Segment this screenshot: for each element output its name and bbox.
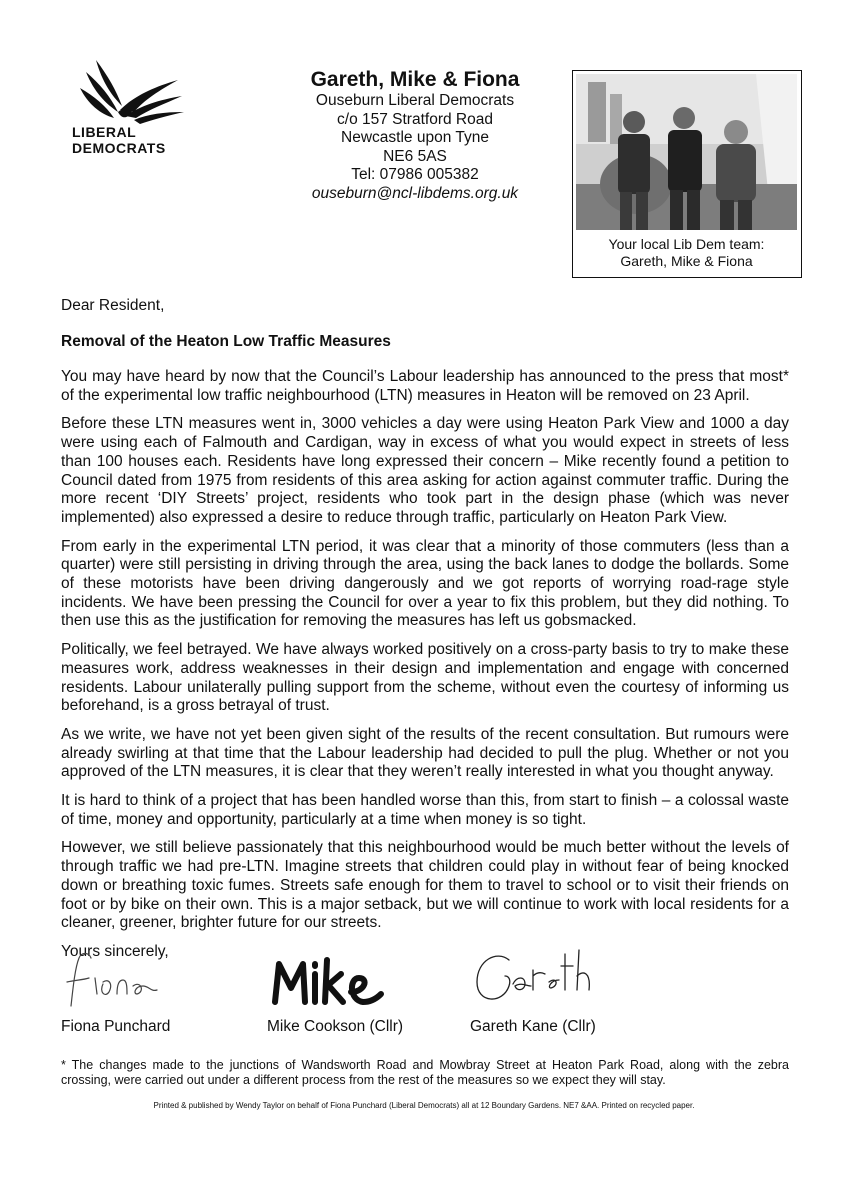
signature-mike <box>269 954 389 1010</box>
signature-block <box>61 948 789 1038</box>
team-photo-box <box>572 70 802 278</box>
email-address[interactable]: ouseburn@ncl-libdems.org.uk <box>311 184 519 202</box>
signature-fiona <box>61 948 171 1012</box>
imprint-line: Printed & published by Wendy Taylor on behalf of Fiona Punchard (Liberal Democrats) all at 12 Boundary Gardens. NE7 &AA. Printed on recycled paper. <box>153 1101 695 1110</box>
closing: Yours sincerely, <box>61 942 169 960</box>
signatory-name-mike: Mike Cookson (Cllr) <box>267 1018 404 1035</box>
address-line: Ouseburn Liberal Democrats <box>315 92 515 109</box>
letter-paragraph: However, we still believe passionately that this neighbourhood would be much better without the levels of through traffic we had pre-LTN. Imagine streets that children could play in without fear of being knocked down or breathing toxic fumes. Streets safe enough for them to travel to school or to visit their friends on foot or by bike on their own. This is a major setback, but we will continue to work with local residents for a cleaner, greener, brighter future for our streets. <box>61 839 789 932</box>
letter-paragraph: From early in the experimental LTN period, it was clear that a minority of those commuters (less than a quarter) were still persisting in driving through the area, using the back lanes to dodge the bollards. Some of these motorists have been driving dangerously and we got reports of worrying road-rage style incidents. We have been pressing the Council for over a year to fix this problem, but they did nothing. To then use this as the justification for removing the measures has left us gobsmacked. <box>61 537 789 630</box>
address-line: c/o 157 Stratford Road <box>337 110 493 128</box>
phone-number: Tel: 07986 005382 <box>351 166 479 183</box>
letter-paragraph: As we write, we have not yet been given sight of the results of the recent consultation. But rumours were already swirling at that time that the Labour leadership had decided to pull the plug. Whether or not you approved of the LTN measures, it is clear that they weren’t really interested in what you thought anyway. <box>61 725 789 781</box>
signatory-name-fiona: Fiona Punchard <box>61 1018 171 1035</box>
team-photo <box>576 74 797 230</box>
address-line: Newcastle upon Tyne <box>341 129 489 146</box>
contact-address-block <box>280 68 550 203</box>
logo-text-democrats: DEMOCRATS <box>72 140 166 156</box>
salutation: Dear Resident, <box>61 297 165 314</box>
letter-paragraph: Politically, we feel betrayed. We have always worked positively on a cross-party basis to try to make these measures work, address weaknesses in their design and implementation and engage with concerned residents. Labour unilaterally pulling support from the scheme, without even the courtesy of informing us beforehand, is a gross betrayal of trust. <box>61 641 789 715</box>
signatory-name-gareth: Gareth Kane (Cllr) <box>470 1018 596 1035</box>
photo-caption <box>573 236 800 270</box>
letter-paragraph: It is hard to think of a project that has been handled worse than this, from start to finish – a colossal waste of time, money and opportunity, particularly at a time when money is so tight. <box>61 792 789 828</box>
letter-paragraph: You may have heard by now that the Council’s Labour leadership has announced to the press that most* of the experimental low traffic neighbourhood (LTN) measures in Heaton will be removed on 23 April. <box>61 368 789 404</box>
letter-body <box>61 297 789 961</box>
liberal-democrats-logo <box>68 58 218 158</box>
letter-subject: Removal of the Heaton Low Traffic Measures <box>61 333 391 350</box>
signature-gareth <box>469 946 609 1012</box>
logo-text-liberal: LIBERAL <box>72 124 137 140</box>
address-line: NE6 5AS <box>383 147 447 165</box>
sender-names: Gareth, Mike & Fiona <box>310 68 520 91</box>
bird-of-liberty-icon <box>78 58 188 128</box>
letter-paragraph: Before these LTN measures went in, 3000 vehicles a day were using Heaton Park View and 1000 a day were using each of Falmouth and Cardigan, way in excess of what you would expect in streets of less than 100 houses each. Residents have long expressed their concern – Mike recently found a petition to Council dated from 1975 from residents of this area asking for action against commuter traffic. During the more recent ‘DIY Streets’ project, residents who took part in the design phase (which was never implemented) also expressed a desire to reduce through traffic, particularly on Heaton Park View. <box>61 415 789 526</box>
photo-caption-line: Your local Lib Dem team: <box>608 236 765 252</box>
footnote: * The changes made to the junctions of Wandsworth Road and Mowbray Street at Heaton Park Road, along with the zebra crossing, were carried out under a different process from the rest of the measures so we expect they will stay. <box>61 1058 789 1087</box>
photo-caption-line: Gareth, Mike & Fiona <box>620 253 753 269</box>
